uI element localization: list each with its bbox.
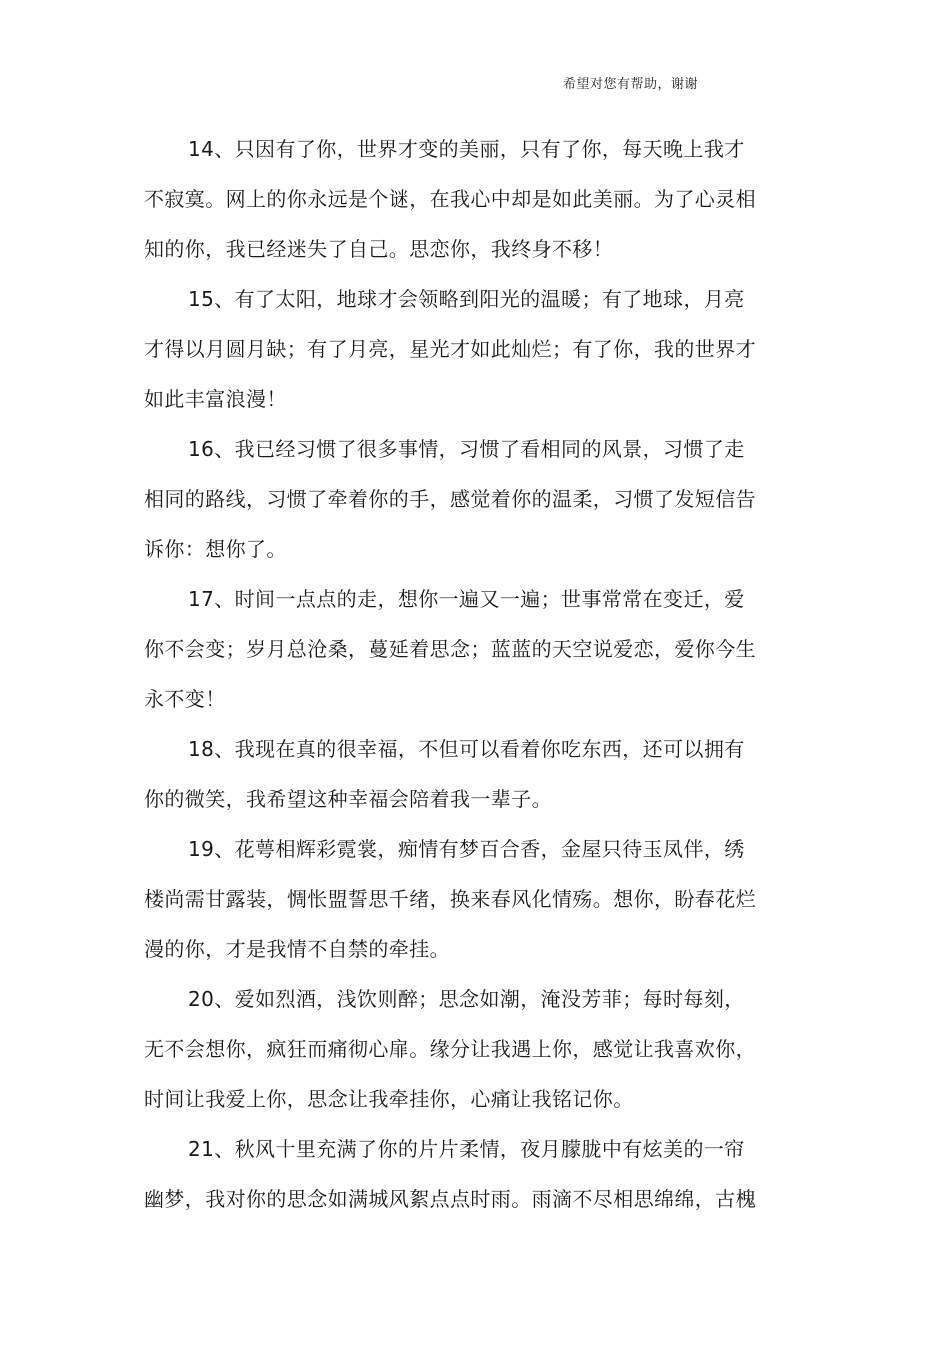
paragraph-19-line-2: 楼尚需甘露装，惆怅盟誓思千绪，换来春风化情殇。想你，盼春花烂 [144,887,756,911]
paragraph-20-line-2: 无不会想你，疯狂而痛彻心扉。缘分让我遇上你，感觉让我喜欢你， [144,1037,756,1061]
paragraph-16-line-1: 16、我已经习惯了很多事情，习惯了看相同的风景，习惯了走 [188,437,745,461]
paragraph-15-line-2: 才得以月圆月缺；有了月亮，星光才如此灿烂；有了你，我的世界才 [144,337,756,361]
paragraph-14-line-1: 14、只因有了你，世界才变的美丽，只有了你，每天晚上我才 [188,137,745,161]
paragraph-18-line-1: 18、我现在真的很幸福，不但可以看着你吃东西，还可以拥有 [188,737,745,761]
header-note: 希望对您有帮助，谢谢 [563,77,699,92]
paragraph-17-line-1: 17、时间一点点的走，想你一遍又一遍；世事常常在变迁，爱 [188,587,745,611]
paragraph-16-line-2: 相同的路线，习惯了牵着你的手，感觉着你的温柔，习惯了发短信告 [144,487,756,511]
document-body [144,124,772,1224]
paragraph-19-line-3: 漫的你，才是我情不自禁的牵挂。 [144,937,450,961]
paragraph-14-line-3: 知的你，我已经迷失了自己。思恋你，我终身不移！ [144,237,614,261]
paragraph-15-line-1: 15、有了太阳，地球才会领略到阳光的温暖；有了地球，月亮 [188,287,745,311]
paragraph-20-line-3: 时间让我爱上你，思念让我牵挂你，心痛让我铭记你。 [144,1087,634,1111]
paragraph-19-line-1: 19、花萼相辉彩霓裳，痴情有梦百合香，金屋只待玉凤伴，绣 [188,837,745,861]
paragraph-21-line-1: 21、秋风十里充满了你的片片柔情，夜月朦胧中有炫美的一帘 [188,1137,745,1161]
paragraph-18-line-2: 你的微笑，我希望这种幸福会陪着我一辈子。 [144,787,552,811]
paragraph-16-line-3: 诉你：想你了。 [144,537,287,561]
paragraph-14-line-2: 不寂寞。网上的你永远是个谜，在我心中却是如此美丽。为了心灵相 [144,187,756,211]
paragraph-17-line-3: 永不变！ [144,687,226,711]
paragraph-15-line-3: 如此丰富浪漫！ [144,387,287,411]
paragraph-21-line-2: 幽梦，我对你的思念如满城风絮点点时雨。雨滴不尽相思绵绵，古槐 [144,1187,756,1211]
paragraph-20-line-1: 20、爱如烈酒，浅饮则醉；思念如潮，淹没芳菲；每时每刻， [188,987,745,1011]
paragraph-17-line-2: 你不会变；岁月总沧桑，蔓延着思念；蓝蓝的天空说爱恋，爱你今生 [144,637,756,661]
